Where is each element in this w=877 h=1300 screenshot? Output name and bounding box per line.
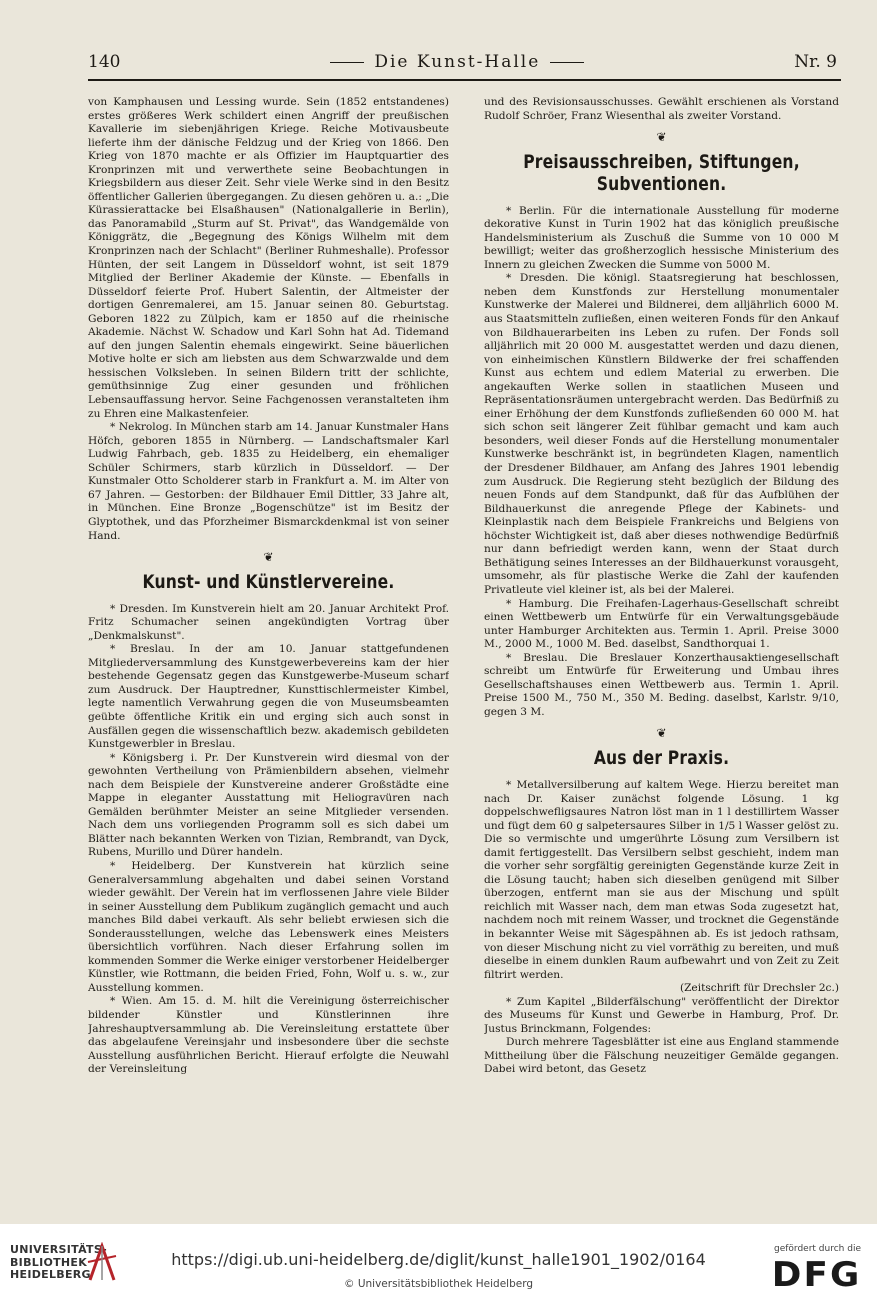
section-ornament-icon: ❦ (263, 550, 274, 565)
paragraph-nekrolog: * Nekrolog. In München starb am 14. Januar Kunstmaler Hans Höfch, geboren 1855 in Nürnberg. — Landschaftsmaler Karl Ludwig Fahrbach, geb. 1835 zu Heidelberg, ein ehemaliger Schüler Schirmers, starb kürzlich in Düsseldorf. — Der Kunstmaler Otto Scholderer starb in Frankfurt a. M. im Alter von 67 Jahren. — Gestorben: der Bildhauer Emil Dittler, 33 Jahre alt, in München. Eine Bronze „Bogenschütze" ist im Besitz der Glyptothek, und das Pforzheimer Bismarckdenkmal ist von seiner Hand. (88, 421, 449, 542)
paragraph-wien: * Wien. Am 15. d. M. hilt die Vereinigung österreichischer bildender Künstler und Künstlerinnen ihre Jahreshauptversammlung ab. Die Vereinsleitung erstattete über das abgelaufene Vereinsjahr und insbesondere über die sechste Ausstellung ausführlichen Bericht. Hierauf erfolgte die Neuwahl der Vereinsleitung (88, 995, 449, 1076)
page-number: 140 (88, 52, 121, 72)
paragraph-bilderfaelschung: * Zum Kapitel „Bilderfälschung" veröffentlicht der Direktor des Museums für Kunst und Gewerbe in Hamburg, Prof. Dr. Justus Brinckmann, Folgendes: (484, 995, 839, 1035)
paragraph-england: Durch mehrere Tagesblätter ist eine aus England stammende Mittheilung über die Fälschung neuzeitiger Gemälde gegangen. Dabei wird betont, das Gesetz (484, 1036, 839, 1076)
logo-line: BIBLIOTHEK (10, 1255, 88, 1269)
paragraph-breslau: * Breslau. In der am 10. Januar stattgefundenen Mitgliederversammlung des Kunstgewerbevereins kam der hier bestehende Gegensatz gegen das Kunstgewerbe-Museum scharf zum Ausdruck. Der Hauptredner, Kunsttischlermeister Kimbel, legte namentlich Verwahrung gegen die von Museumsbeamten geübte öffentliche Kritik ein und erging sich auch sonst in Ausfällen gegen die wissenschaftlich bezw. akademisch gebildeten Kunstgewerbler in Breslau. (88, 643, 449, 751)
section-ornament-icon: ❦ (656, 726, 667, 741)
header-rule-right (550, 62, 584, 63)
issue-number: Nr. 9 (794, 52, 837, 72)
journal-title: Die Kunst-Halle (374, 52, 541, 72)
copyright-notice: © Universitätsbibliothek Heidelberg (343, 1278, 533, 1290)
section-heading-preisausschreiben: Preisausschreiben, Stiftungen, Subventionen. (523, 150, 800, 195)
section-heading-vereine: Kunst- und Künstlervereine. (142, 570, 395, 593)
logo-line: HEIDELBERG (10, 1268, 91, 1281)
source-citation: (Zeitschrift für Drechsler 2c.) (679, 982, 839, 995)
logo-line: UNIVERSITÄTS- (10, 1243, 107, 1256)
paragraph-dresden-fonds: * Dresden. Die königl. Staatsregierung hat beschlossen, neben dem Kunstfonds zur Herstellung monumentaler Kunstwerke der Malerei und Bildnerei, dem alljährlich 6000 M. aus Staatsmitteln zufließen, einen weiteren Fonds für den Ankauf von Bildhauerarbeiten ins Leben zu rufen. Der Fonds soll alljährlich mit 20 000 M. ausgestattet werden und dazu dienen, von einheimischen Künstlern Bildwerke der frei schaffenden Kunst aus echtem und edlem Material zu erwerben. Die angekauften Werke sollen in staatlichen Museen und Repräsentationsräumen untergebracht werden. Das Bedürfniß zu einer Erhöhung der dem Kunstfonds zufließenden 60 000 M. hat sich schon seit längerer Zeit fühlbar gemacht und kam auch besonders, weil dieser Fonds auf die Herstellung monumentaler Kunstwerke beschränkt ist, in begründeten Klagen, namentlich der Dresdener Bildhauer, am Anfang des Jahres 1901 lebendig zum Ausdruck. Die Regierung steht bezüglich der Bildung des neuen Fonds auf dem Standpunkt, daß für das Aufblühen der Bildhauerkunst die anregende Pflege der Kabinets- und Kleinplastik nach dem Beispiele Frankreichs und Belgiens von höchster Wichtigkeit ist, daß aber dieses nothwendige Bedürfniß nur dann befriedigt werden kann, wenn der Staat durch Bethätigung seines Interesses an der Bildhauerkunst vorausgeht, umsomehr, als für plastische Werke die Zahl der kaufenden Privatleute viel kleiner ist, als bei der Malerei. (484, 272, 839, 596)
header-title-group (330, 52, 584, 72)
paragraph-breslau-konzert: * Breslau. Die Breslauer Konzerthausaktiengesellschaft schreibt um Entwürfe für Erweiterung und Umbau ihres Gesellschaftshauses einen Wettbewerb aus. Termin 1. April. Preise 1500 M., 750 M., 350 M. Beding. daselbst, Karlstr. 9/10, gegen 3 M. (484, 651, 839, 718)
header-rule-left (330, 62, 364, 63)
header-divider (88, 79, 841, 81)
dfg-logo[interactable]: DFG (771, 1255, 861, 1295)
paragraph-versilberung: * Metallversilberung auf kaltem Wege. Hierzu bereitet man nach Dr. Kaiser zunächst folgende Lösung. 1 kg doppelschwefligsaures Natron löst man in 1 l destillirtem Wasser und fügt dem 60 g salpetersaures Silber in 1/5 l Wasser gelöst zu. Die so vermischte und umgerührte Lösung zum Versilbern ist damit fertiggestellt. Das Versilbern selbst geschieht, indem man die vorher sehr sorgfältig gereinigten Gegenstände kurze Zeit in die Lösung taucht; haben sich dieselben genügend mit Silber überzogen, entfernt man sie aus der Mischung und spült reichlich mit Wasser nach, dem man etwas Soda zugesetzt hat, nachdem noch mit reinem Wasser, und trocknet die Gegenstände in bekannter Weise mit Sägespähnen ab. Es ist jedoch rathsam, von dieser Mischung nicht zu viel vorräthig zu bereiten, und muß dieselbe in einem dunklen Raum aufbewahrt und von Zeit zu Zeit filtrirt werden. (484, 778, 839, 981)
paragraph-heidelberg: * Heidelberg. Der Kunstverein hat kürzlich seine Generalversammlung abgehalten und dabei seinen Vorstand wieder gewählt. Der Verein hat im verflossenen Jahre viele Bilder in seiner Ausstellung dem Publikum zugänglich gemacht und auch manches Bild dabei verkauft. Als sehr beliebt erwiesen sich die Sonderausstellungen, welche das Lebenswerk eines Meisters übersichtlich vorführen. Nach dieser Erfahrung sollen im kommenden Sommer die Werke einiger verstorbener Heidelberger Künstler, wie Rottmann, die beiden Fried, Fohn, Wolf u. s. w., zur Ausstellung kommen. (88, 859, 449, 994)
paragraph-berlin: * Berlin. Für die internationale Ausstellung für moderne dekorative Kunst in Turin 1902 hat das königlich preußische Handelsministerium als Zuschuß die Summe von 10 000 M bewilligt; weiter das großherzoglich hessische Ministerium des Innern zu gleichen Zwecken die Summe von 5000 M. (484, 204, 839, 271)
paragraph-koenigsberg: * Königsberg i. Pr. Der Kunstverein wird diesmal von der gewohnten Vertheilung von Prämienbildern absehen, vielmehr nach dem Beispiele der Kunstvereine anderer Großstädte eine Mappe in eleganter Ausstattung mit Heliogravüren nach Gemälden berühmter Meister an seine Mitglieder versenden. Nach dem uns vorliegenden Programm soll es sich dabei um Blätter nach bekannten Werken von Tizian, Rembrandt, van Dyck, Rubens, Murillo und Dürer handeln. (88, 751, 449, 859)
funded-by-label: gefördert durch die (774, 1244, 861, 1254)
permalink-url[interactable]: https://digi.ub.uni-heidelberg.de/diglit/kunst_halle1901_1902/0164 (171, 1250, 706, 1269)
paragraph: von Kamphausen und Lessing wurde. Sein (1852 entstandenes) erstes größeres Werk schildert einen Angriff der preußischen Kavallerie im siebenjährigen Kriege. Reiche Motivausbeute lieferte ihm der dänische Feldzug und der Krieg von 1866. Den Krieg von 1870 machte er als Offizier im Hauptquartier des Kronprinzen mit und verwerthete seine Beobachtungen in Kriegsbildern aus dieser Zeit. Sehr viele Werke sind in den Besitz öffentlicher Gallerien übergegangen. Zu diesen gehören u. a.: „Die Kürassierattacke bei Elsaßhausen" (Nationalgallerie in Berlin), das Panoramabild „Sturm auf St. Privat", das Wandgemälde von Königgrätz, die „Begegnung des Königs Wilhelm mit dem Kronprinzen nach der Schlacht" (Berliner Ruhmeshalle). Professor Hünten, der seit Langem in Düsseldorf wohnt, ist seit 1879 Mitglied der Berliner Akademie der Künste. — Ebenfalls in Düsseldorf feierte Prof. Hubert Salentin, der Altmeister der dortigen Genremalerei, am 15. Januar seinen 80. Geburtstag. Geboren 1822 zu Zülpich, kam er 1850 auf die rheinische Akademie. Nächst W. Schadow und Karl Sohn hat Ad. Tidemand auf den jungen Salentin ehemals eingewirkt. Seine bäuerlichen Motive holte er sich am liebsten aus dem Schwarzwalde und dem hessischen Volksleben. In seinen Bildern tritt der schlichte, gemüthsinnige Zug einer gesunden und fröhlichen Lebensauffassung hervor. Seine Fachgenossen veranstalteten ihm zu Ehren eine Malkastenfeier. (88, 96, 449, 420)
section-ornament-icon: ❦ (656, 130, 667, 145)
running-header (88, 48, 837, 76)
left-column (88, 96, 449, 1206)
paragraph-hamburg: * Hamburg. Die Freihafen-Lagerhaus-Gesellschaft schreibt einen Wettbewerb um Entwürfe für ein Verwaltungsgebäude unter Hamburger Architekten aus. Termin 1. April. Preise 3000 M., 2000 M., 1000 M. Bed. daselbst, Sandthorquai 1. (484, 597, 839, 651)
paragraph-continuation: und des Revisionsausschusses. Gewählt erschienen als Vorstand Rudolf Schröer, Franz Wiesenthal als zweiter Vorstand. (484, 96, 839, 122)
section-heading-praxis: Aus der Praxis. (593, 746, 730, 769)
viewer-footer (0, 1224, 877, 1300)
paragraph-dresden: * Dresden. Im Kunstverein hielt am 20. Januar Architekt Prof. Fritz Schumacher seinen angekündigten Vortrag über „Denkmalskunst". (88, 602, 449, 642)
right-column (484, 96, 839, 1206)
